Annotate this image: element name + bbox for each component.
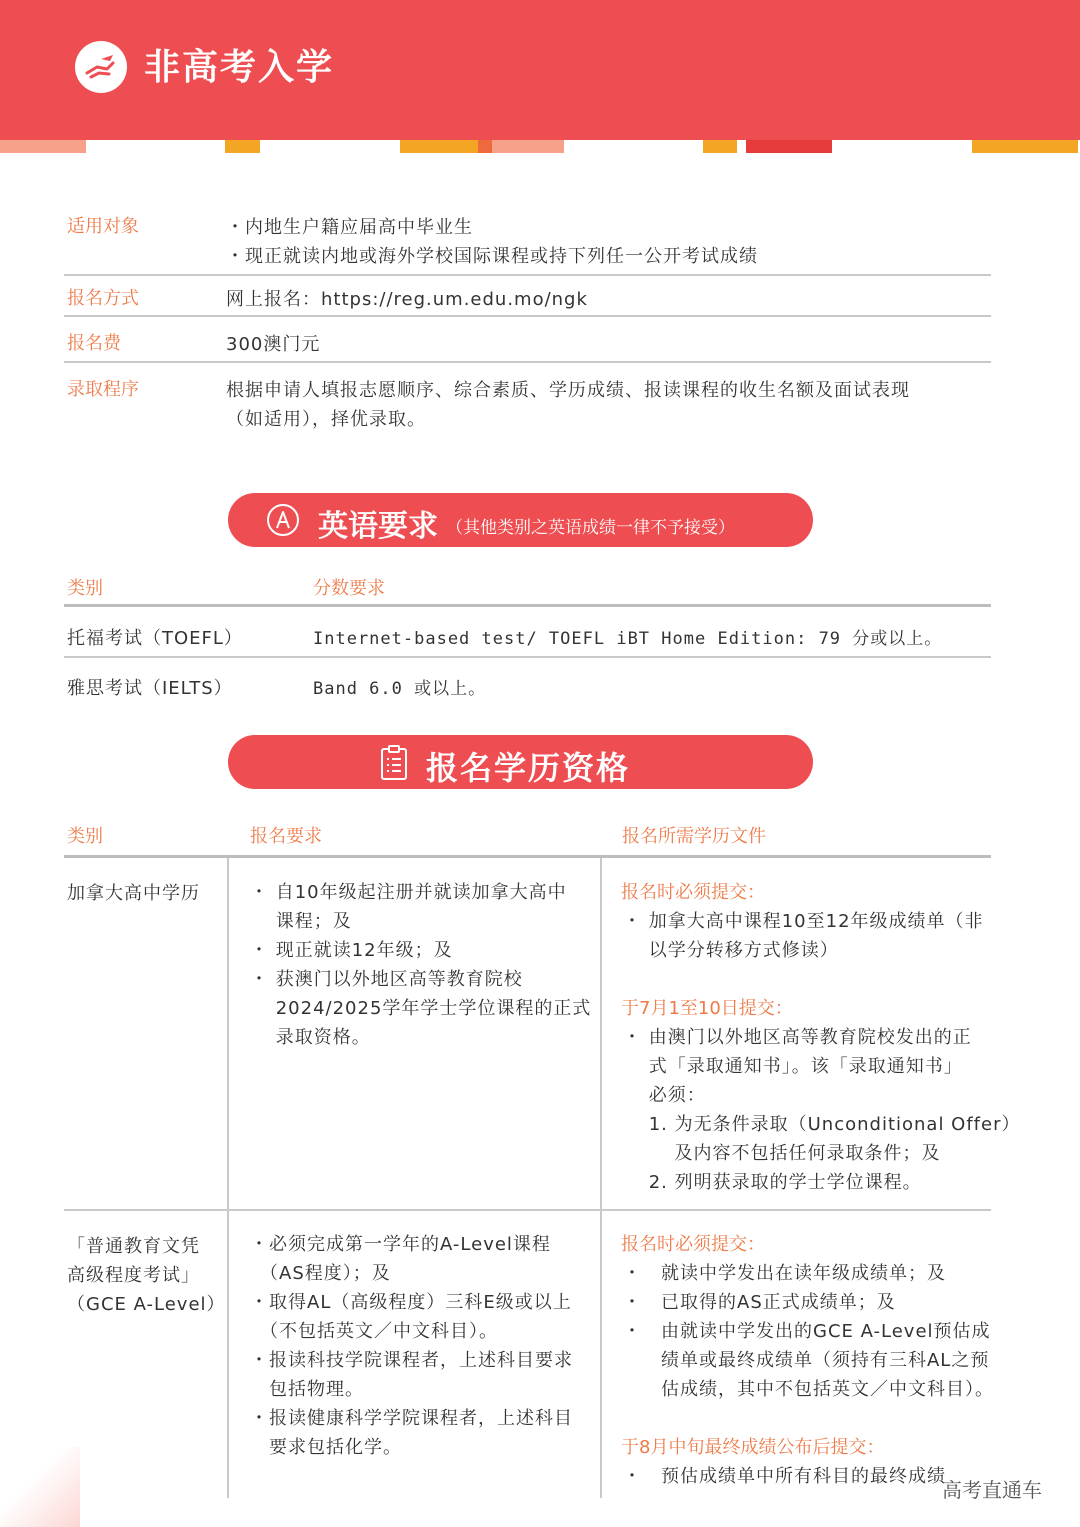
requirement-line: （不包括英文／中文科目）。 [250, 1321, 498, 1342]
category-line: 「普通教育文凭 [67, 1236, 200, 1257]
docs-heading: 于7月1至10日提交： [621, 998, 793, 1019]
divider [64, 1209, 991, 1211]
info-label-eligible: 适用对象 [67, 216, 139, 237]
document-line: 绩单或最终成绩单（须持有三科AL之预 [623, 1350, 990, 1371]
english-row-score: Internet-based test/ TOEFL iBT Home Edition: 79 分或以上。 [313, 629, 943, 649]
requirement-line: ・ 自10年级起注册并就读加拿大高中 [250, 882, 567, 903]
clipboard-list-icon [380, 745, 408, 785]
docs-list [623, 1023, 1021, 1197]
education-section-banner [228, 735, 813, 789]
docs-list [623, 1462, 946, 1491]
docs-list [623, 907, 984, 965]
table-header-divider [64, 604, 991, 607]
english-col-category: 类别 [67, 578, 103, 599]
corner-decoration [0, 1447, 80, 1527]
divider [64, 656, 991, 658]
letter-a-circle-icon [266, 503, 300, 541]
info-value-line: 网上报名：https://reg.um.edu.mo/ngk [226, 289, 588, 310]
info-value-line: ・内地生户籍应届高中毕业生 [226, 217, 473, 238]
requirement-line: ・ 获澳门以外地区高等教育院校 [250, 969, 523, 990]
docs-heading: 报名时必须提交： [621, 882, 765, 903]
english-row-category: 雅思考试（IELTS） [67, 678, 233, 699]
docs-heading: 报名时必须提交： [621, 1234, 765, 1255]
edu-row-requirements [250, 878, 591, 1052]
document-line: ・ 加拿大高中课程10至12年级成绩单（非 [623, 911, 984, 932]
info-value-line: 根据申请人填报志愿顺序、综合素质、学历成绩、报读课程的收生名额及面试表现 [226, 380, 910, 401]
docs-heading: 于8月中旬最终成绩公布后提交： [621, 1437, 885, 1458]
document-line: 1. 为无条件录取（Unconditional Offer） [623, 1114, 1021, 1135]
info-value-line: （如适用），择优录取。 [226, 409, 426, 430]
info-label-fee: 报名费 [67, 333, 121, 354]
requirement-line: ・必须完成第一学年的A-Level课程 [250, 1234, 551, 1255]
requirement-line: ・报读科技学院课程者，上述科目要求 [250, 1350, 573, 1371]
page-header [0, 0, 1080, 140]
info-label-apply-method: 报名方式 [67, 288, 139, 309]
info-value-line: ・现正就读内地或海外学校国际课程或持下列任一公开考试成绩 [226, 246, 758, 267]
education-section-title: 报名学历资格 [426, 749, 631, 787]
document-line: 估成绩，其中不包括英文／中文科目）。 [623, 1379, 994, 1400]
category-line: （GCE A-Level） [67, 1294, 226, 1315]
docs-list [623, 1259, 994, 1404]
requirement-line: ・取得AL（高级程度）三科E级或以上 [250, 1292, 572, 1313]
requirement-line: 2024/2025学年学士学位课程的正式 [250, 998, 592, 1019]
requirement-line: 包括物理。 [250, 1379, 364, 1400]
edu-col-category: 类别 [67, 826, 103, 847]
info-label-admission: 录取程序 [67, 379, 139, 400]
document-line: ・ 就读中学发出在读年级成绩单；及 [623, 1263, 946, 1284]
divider [64, 361, 991, 363]
requirement-line: 录取资格。 [250, 1027, 371, 1048]
column-divider [600, 858, 602, 1498]
table-header-divider [64, 855, 991, 858]
document-line: ・ 预估成绩单中所有科目的最终成绩 [623, 1466, 946, 1487]
english-col-score: 分数要求 [313, 578, 385, 599]
requirement-line: 要求包括化学。 [250, 1437, 402, 1458]
requirement-line: （AS程度）；及 [250, 1263, 391, 1284]
info-value-line: 300澳门元 [226, 334, 321, 355]
edu-col-requirement: 报名要求 [250, 826, 322, 847]
page-title: 非高考入学 [144, 47, 335, 88]
document-line: 式「录取通知书」。该「录取通知书」 [623, 1056, 963, 1077]
document-line: ・ 已取得的AS正式成绩单；及 [623, 1292, 896, 1313]
english-section-subtitle: （其他类别之英语成绩一律不予接受） [446, 518, 735, 538]
requirement-line: ・报读健康科学学院课程者，上述科目 [250, 1408, 573, 1429]
column-divider [227, 858, 229, 1498]
requirement-line: 课程；及 [250, 911, 352, 932]
document-line: ・ 由澳门以外地区高等教育院校发出的正 [623, 1027, 972, 1048]
requirement-line: ・ 现正就读12年级；及 [250, 940, 453, 961]
category-line: 高级程度考试」 [67, 1265, 200, 1286]
edu-row-category [67, 1232, 226, 1319]
document-line: 及内容不包括任何录取条件；及 [623, 1143, 941, 1164]
document-line: 以学分转移方式修读） [623, 940, 839, 961]
edu-col-documents: 报名所需学历文件 [622, 826, 766, 847]
edu-row-requirements [250, 1230, 573, 1462]
hand-pen-icon [75, 41, 127, 93]
document-line: ・ 由就读中学发出的GCE A-Level预估成 [623, 1321, 991, 1342]
english-section-banner [228, 493, 813, 547]
english-row-score: Band 6.0 或以上。 [313, 679, 487, 699]
edu-row-category: 加拿大高中学历 [67, 883, 200, 904]
divider [64, 315, 991, 317]
document-line: 必须： [623, 1085, 706, 1106]
english-section-title: 英语要求 [318, 509, 438, 544]
document-line: 2. 列明获录取的学士学位课程。 [623, 1172, 922, 1193]
divider [64, 274, 991, 276]
watermark: 高考直通车 [942, 1478, 1042, 1502]
english-row-category: 托福考试（TOEFL） [67, 628, 243, 649]
